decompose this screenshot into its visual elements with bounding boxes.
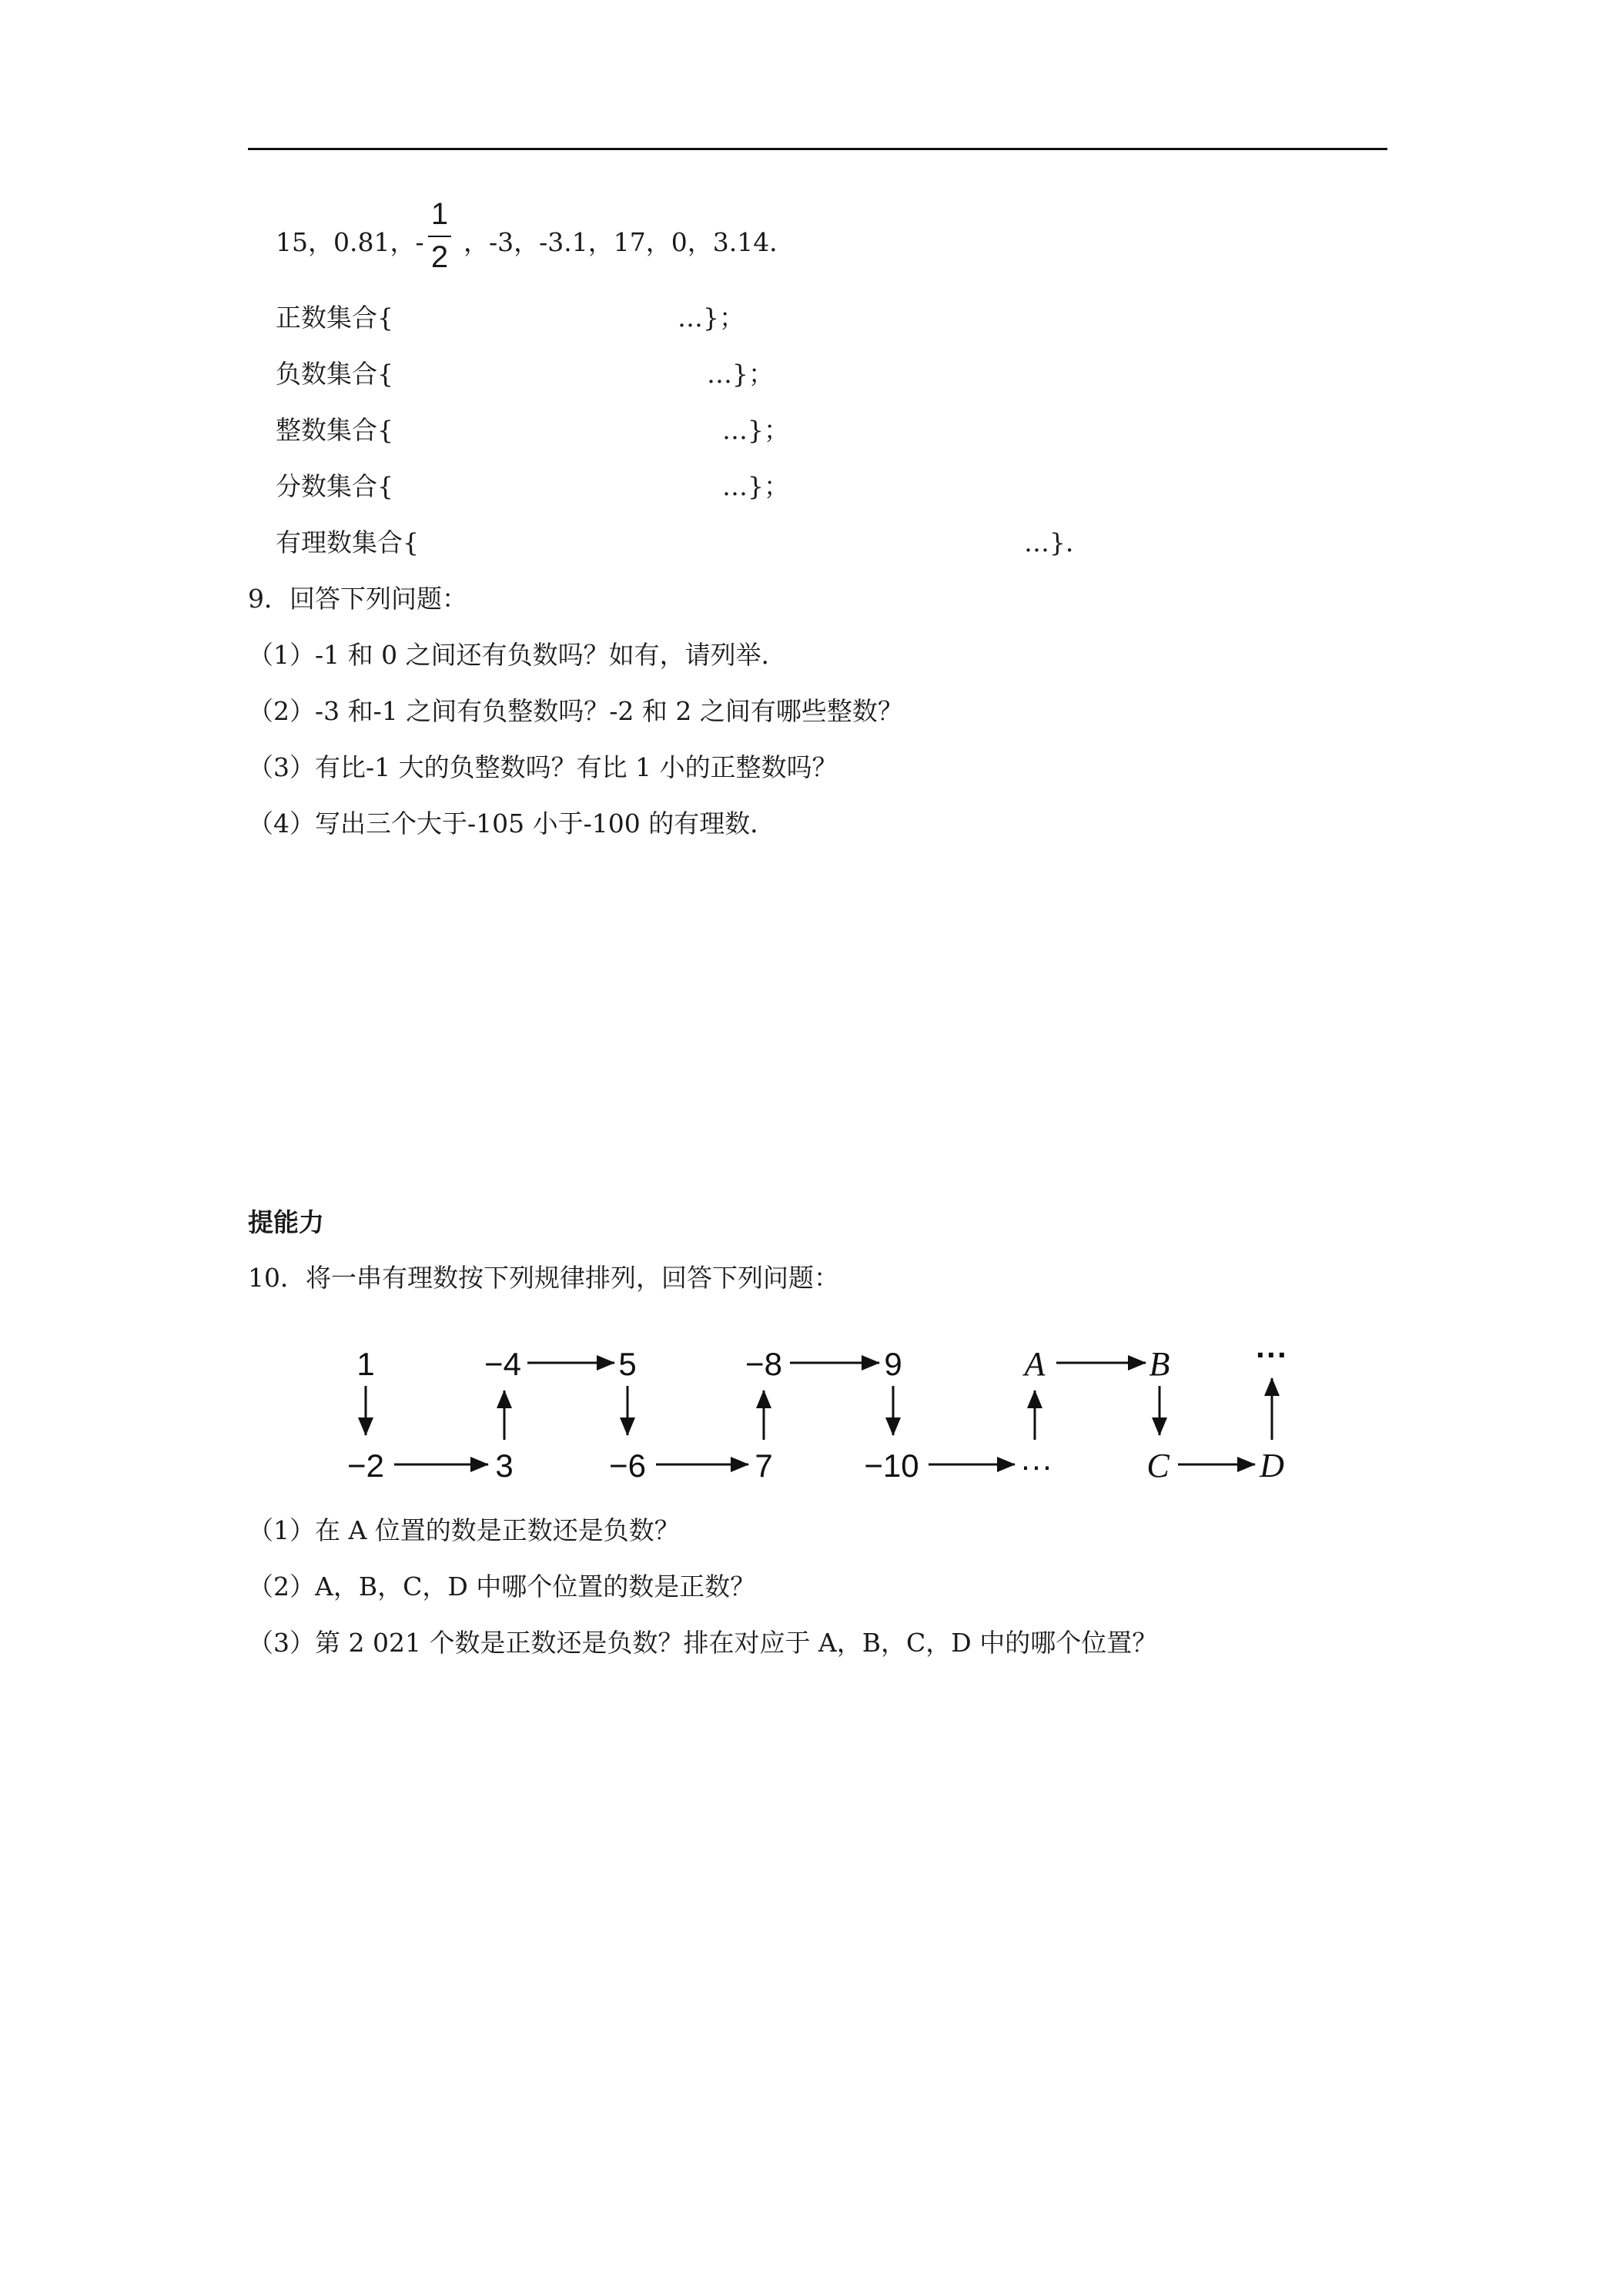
bottom-value-7: 7 — [755, 1448, 773, 1484]
question-9-part-2: （2）-3 和-1 之间有负整数吗？-2 和 2 之间有哪些整数？ — [248, 696, 903, 726]
numbers-before-fraction: 15，0.81，- — [276, 227, 424, 257]
question-10-part-1: （1）在 A 位置的数是正数还是负数？ — [248, 1515, 680, 1545]
top-value-5: 5 — [618, 1346, 637, 1382]
top-position-b: B — [1149, 1345, 1170, 1383]
integer-set-ending: …}； — [722, 415, 789, 445]
top-value-9: 9 — [884, 1346, 902, 1382]
fraction-denominator: 2 — [430, 240, 449, 274]
bottom-position-c: C — [1146, 1447, 1170, 1484]
question-9-part-1: （1）-1 和 0 之间还有负数吗？如有，请列举． — [248, 640, 787, 670]
negative-set-ending: …}； — [707, 359, 774, 389]
negative-set-label: 负数集合{ — [276, 359, 393, 389]
fraction-numerator: 1 — [430, 197, 449, 231]
bottom-value-minus-10: −10 — [864, 1448, 919, 1484]
bottom-value-3: 3 — [495, 1448, 514, 1484]
bottom-value-minus-2: −2 — [347, 1448, 384, 1484]
positive-set-label: 正数集合{ — [276, 303, 393, 333]
fraction-set-ending: …}； — [722, 471, 789, 501]
bottom-ellipsis: ··· — [1020, 1448, 1052, 1484]
fraction-set-label: 分数集合{ — [276, 471, 393, 501]
rational-set-label: 有理数集合{ — [276, 527, 419, 557]
rational-set-ending: …}． — [1024, 527, 1091, 557]
integer-set-label: 整数集合{ — [276, 415, 393, 445]
top-position-a: A — [1024, 1345, 1046, 1383]
section-heading: 提能力 — [248, 1207, 324, 1237]
question-10-part-2: （2）A，B，C，D 中哪个位置的数是正数？ — [248, 1571, 756, 1602]
question-9-part-3: （3）有比-1 大的负整数吗？有比 1 小的正整数吗？ — [248, 752, 838, 782]
top-ellipsis: ··· — [1256, 1337, 1288, 1373]
question-10-part-3: （3）第 2 021 个数是正数还是负数？排在对应于 A，B，C，D 中的哪个位置？ — [248, 1628, 1158, 1658]
positive-set-ending: …}； — [678, 303, 745, 333]
top-value-minus-8: −8 — [745, 1346, 782, 1382]
question-9-title: 9．回答下列问题： — [248, 584, 467, 614]
question-10-title: 10．将一串有理数按下列规律排列，回答下列问题： — [248, 1263, 839, 1293]
numbers-after-fraction: ，-3，-3.1，17，0，3.14． — [463, 227, 795, 257]
bottom-value-minus-6: −6 — [609, 1448, 646, 1484]
top-value-minus-4: −4 — [484, 1346, 521, 1382]
top-value-1: 1 — [356, 1346, 375, 1382]
question-9-part-4: （4）写出三个大于-105 小于-100 的有理数． — [248, 808, 776, 838]
bottom-position-d: D — [1260, 1447, 1284, 1484]
